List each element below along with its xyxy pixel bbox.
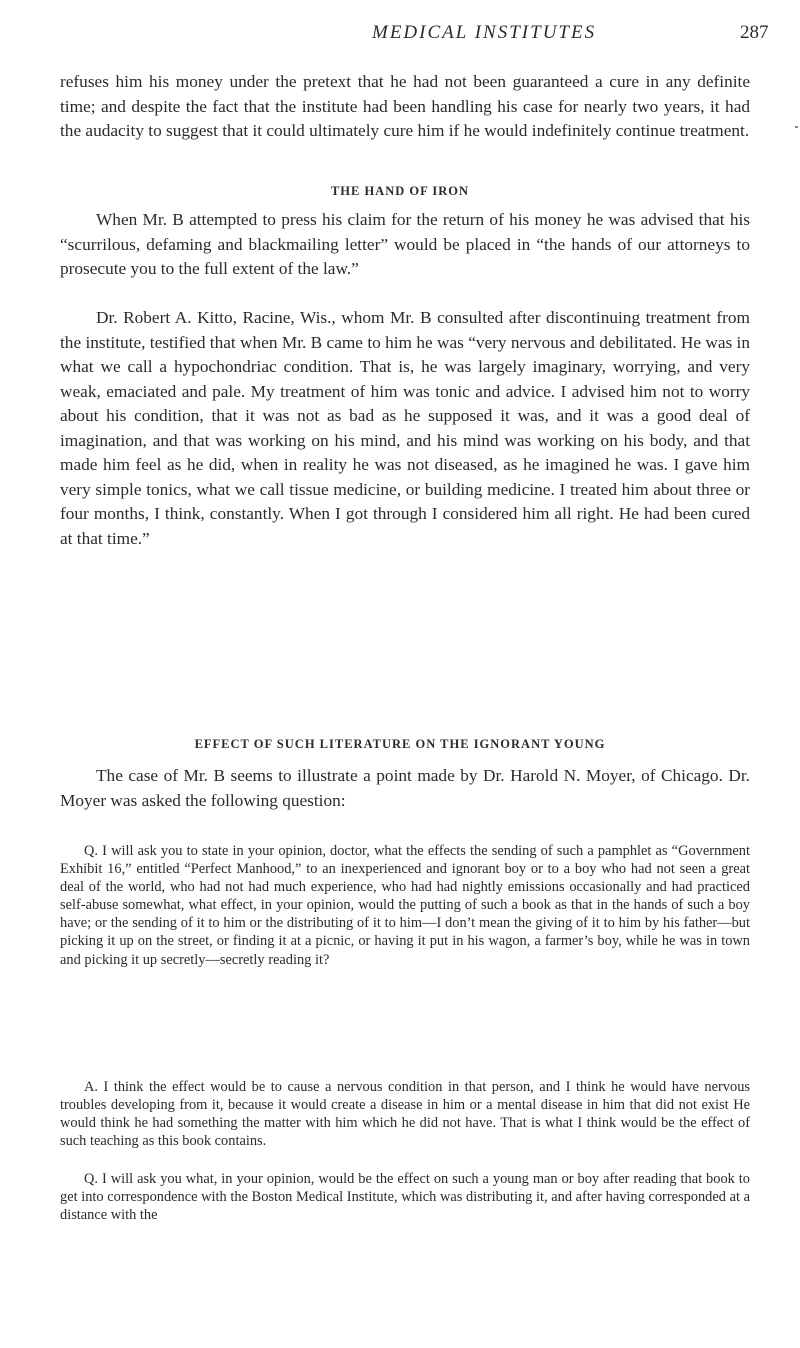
section-heading-effect: EFFECT OF SUCH LITERATURE ON THE IGNORANT YOUNG bbox=[194, 737, 606, 751]
page-number: 287 bbox=[740, 22, 769, 43]
testimony-answer-1: A. I think the effect would be to cause a nervous condition in that person, and I think he would have nervous troubles developing from it, because it would create a disease in him or a mental disease in him that did not exist He would think he had something the matter with him which he did not have. That is what I think would be the effect of such teaching as this book contains. bbox=[60, 1079, 750, 1150]
paragraph-testimony: Dr. Robert A. Kitto, Racine, Wis., whom Mr. B consulted after discontinuing treatment from the institute, testified that when Mr. B came to him he was “very nervous and debilitated. He was in what we call a hypochondriac condition. That is, he was largely imaginary, worrying, and very weak, emaciated and pale. My treatment of him was tonic and advice. I advised him not to worry about his condition, that it was not as bad as he supposed it was, and it was a good deal of imagination, and that was working on his mind, and his mind was working on his body, and that made him feel as he did, when in reality he was not diseased, as he imagined he was. I gave him very simple tonics, what we call tissue medicine, or building medicine. I treated him about three or four months, I think, constantly. When I got through I considered him all right. He had been cured at that time.” bbox=[60, 308, 750, 548]
paragraph-moyer: The case of Mr. B seems to illustrate a point made by Dr. Harold N. Moyer, of Chicago. Dr. Moyer was asked the following question: bbox=[60, 766, 750, 810]
section-heading-hand-of-iron: THE HAND OF IRON bbox=[330, 184, 470, 198]
testimony-question-2: Q. I will ask you what, in your opinion, would be the effect on such a young man or boy after reading that book to get into correspondence with the Boston Medical Institute, which was distributing it, and after having corresponded at a distance with the bbox=[60, 1171, 750, 1224]
testimony-question-1: Q. I will ask you to state in your opinion, doctor, what the effects the sending of such a pamphlet as “Government Exhibit 16,” entitled “Perfect Manhood,” to an inexperienced and ignorant boy or to a boy who had not seen a great deal of the world, who had not had much experience, who had had nightly emissions occasionally and had practiced self-abuse somewhat, what effect, in your opinion, would the putting of such a book as that in the hands of such a boy have; or the sending of it to him or the distributing of it to him—I don’t mean the giving of it to him by his father—but picking it up on the street, or finding it at a picnic, or having it put in his wagon, a farmer’s boy, while he was in town and picking it up secretly—secretly reading it? bbox=[60, 843, 750, 968]
margin-mark bbox=[795, 126, 798, 128]
paragraph-claim: When Mr. B attempted to press his claim for the return of his money he was advised that his “scurrilous, defaming and blackmailing letter” would be placed in “the hands of our attorneys to prosecute you to the full extent of the law.” bbox=[60, 210, 750, 278]
paragraph-opening: refuses him his money under the pretext that he had not been guaranteed a cure in any definite time; and despite the fact that the institute had been handling his case for nearly two years, it had the audacity to suggest that it could ultimately cure him if he would indefinitely continue treatment. bbox=[60, 72, 750, 140]
running-title: MEDICAL INSTITUTES bbox=[372, 22, 597, 43]
